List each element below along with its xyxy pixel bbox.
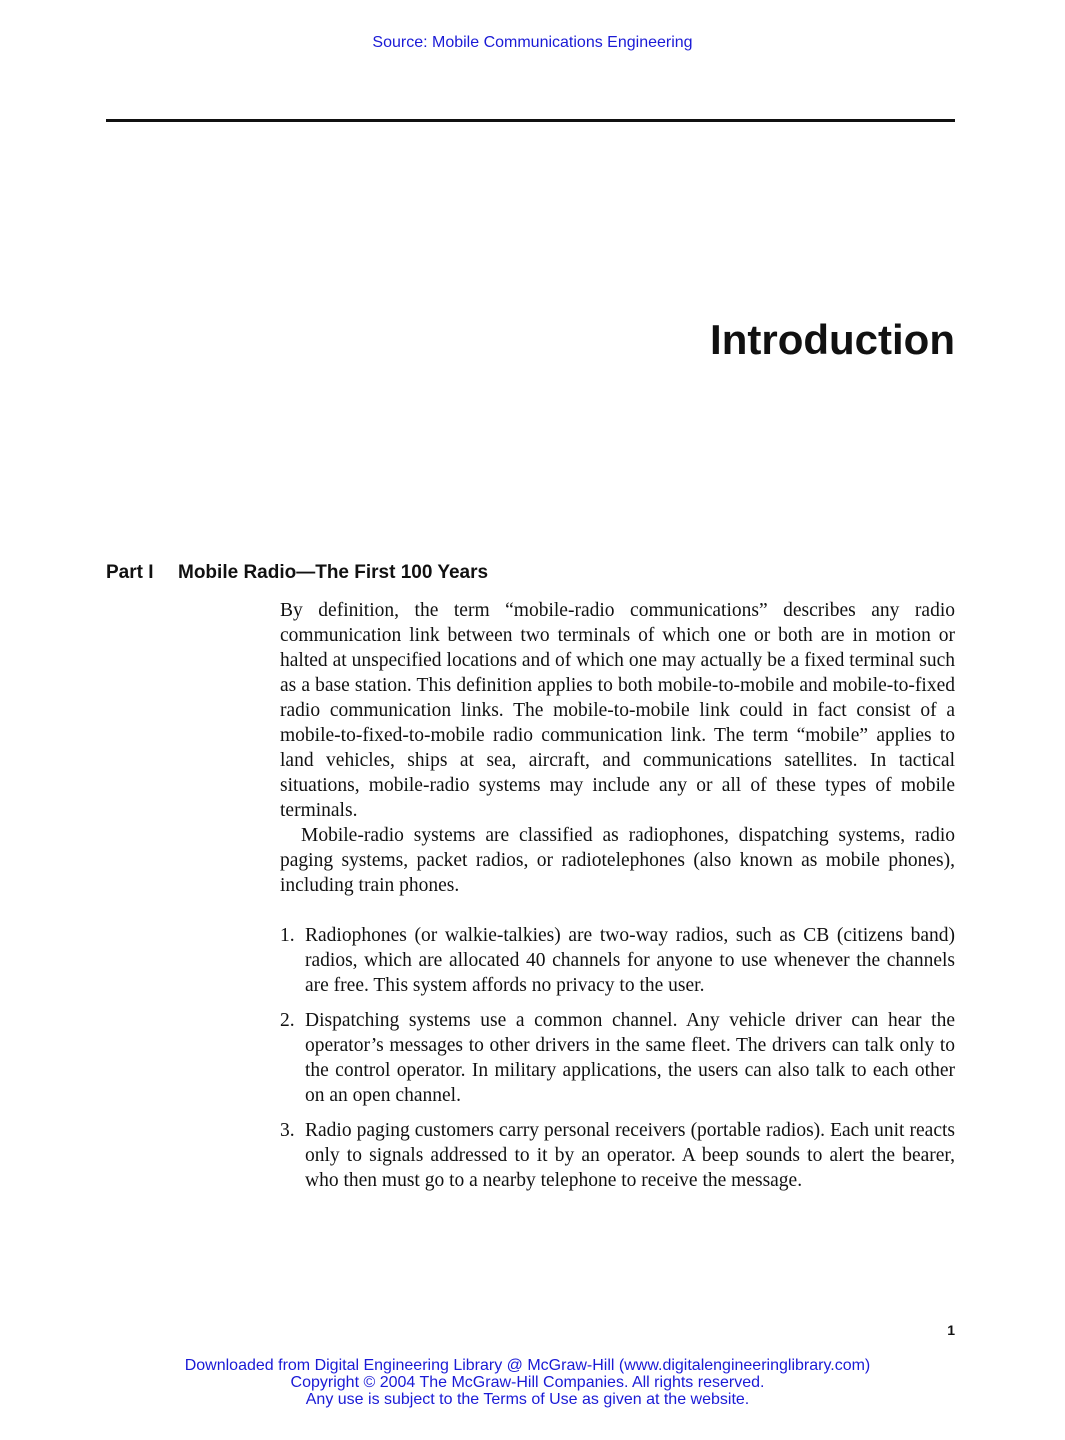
- footer-terms-link[interactable]: Any use is subject to the Terms of Use as given at the website.: [305, 1391, 750, 1408]
- chapter-title: Introduction: [710, 316, 955, 363]
- list-item: [280, 923, 955, 998]
- part-label: Part I: [106, 562, 154, 583]
- page-number: 1: [947, 1322, 955, 1338]
- list-item-text: Radio paging customers carry personal receivers (portable radios). Each unit reacts only to signals addressed to it by an operator. A beep sounds to alert the bearer, who then must go to a nearby telephone to receive the message.: [305, 1120, 955, 1191]
- list-item: [280, 1008, 955, 1108]
- source-link[interactable]: Source: Mobile Communications Engineering: [372, 34, 693, 51]
- paragraph-2: Mobile-radio systems are classified as radiophones, dispatching systems, radio paging systems, packet radios, or radiotelephones (also known as mobile phones), including train phones.: [280, 825, 955, 896]
- list-item: [280, 1118, 955, 1193]
- list-item-text: Radiophones (or walkie-talkies) are two-way radios, such as CB (citizens band) radios, which are allocated 40 channels for anyone to use whenever the channels are free. This system affords no privacy to the user.: [305, 925, 955, 996]
- header-rule: [106, 119, 955, 122]
- paragraph-1: By definition, the term “mobile-radio communications” describes any radio communication link between two terminals of which one or both are in motion or halted at unspecified locations and of which one may actually be a fixed terminal such as a base station. This definition applies to both mobile-to-mobile and mobile-to-fixed radio communication links. The mobile-to-mobile link could in fact consist of a mobile-to-fixed-to-mobile radio communication link. The term “mobile” applies to land vehicles, ships at sea, aircraft, and communications satellites. In tactical situations, mobile-radio systems may include any or all of these types of mobile terminals.: [280, 600, 955, 821]
- list-item-number: 2.: [280, 1010, 295, 1031]
- part-heading: [106, 562, 488, 584]
- list-item-number: 1.: [280, 925, 295, 946]
- footer-download-link[interactable]: Downloaded from Digital Engineering Library @ McGraw-Hill (www.digitalengineeringlibrary.com): [184, 1357, 871, 1374]
- footer: [0, 1357, 1055, 1408]
- footer-copyright-link[interactable]: Copyright © 2004 The McGraw-Hill Companies. All rights reserved.: [290, 1374, 765, 1391]
- list-item-text: Dispatching systems use a common channel. Any vehicle driver can hear the operator’s messages to other drivers in the same fleet. The drivers can talk only to the control operator. In military applications, the users can also talk to each other on an open channel.: [305, 1010, 955, 1106]
- numbered-list: [280, 923, 955, 1193]
- body-text: [280, 598, 955, 1203]
- part-title: Mobile Radio—The First 100 Years: [178, 562, 489, 583]
- list-item-number: 3.: [280, 1120, 295, 1141]
